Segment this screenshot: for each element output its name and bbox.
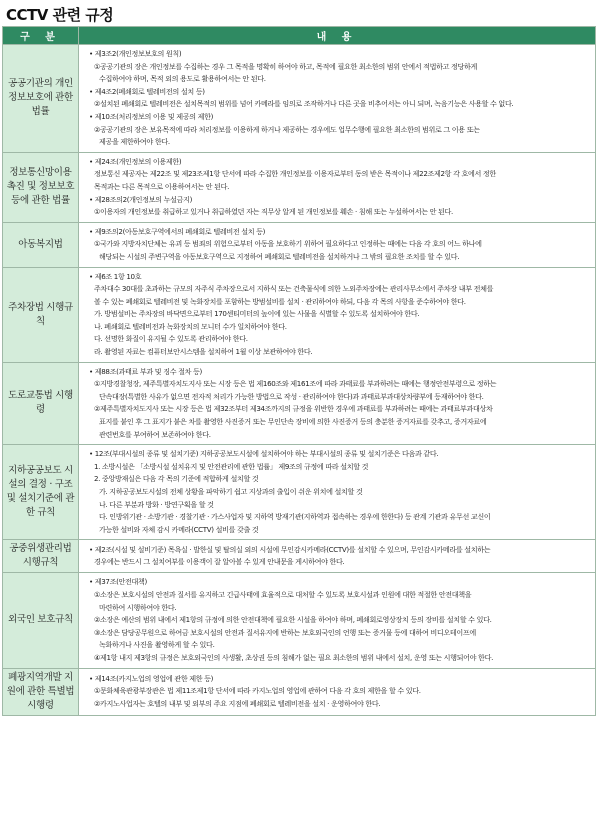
row-content xyxy=(79,152,596,222)
content-line: 단속대장(특별한 사유가 없으면 전자적 처리가 가능한 방법으로 작성 · 관리하여야 한다)과 과태료부과대상차량부에 등재하여야 한다. xyxy=(99,391,484,401)
content-line: • 제24조(개인정보의 이용제한) xyxy=(89,156,182,166)
table-row xyxy=(3,152,596,222)
row-content xyxy=(79,668,596,715)
content-line: ①이용자의 개인정보를 취급하고 있거나 취급하였던 자는 직무상 알게 된 개인정보를 훼손 · 침해 또는 누설하여서는 안 된다. xyxy=(94,207,453,217)
table-row xyxy=(3,362,596,445)
content-line: ①지방경찰청장, 제주특별자치도지사 또는 시장 등은 법 제160조와 제161조에 따라 과태료를 부과하려는 때에는 행정안전부령으로 정하는 xyxy=(94,379,497,389)
content-line: • 12조(부대시설의 종류 및 설치기준) 지하공공보도시설에 설치하여야 하는 부대시설의 종류 및 설치기준은 다음과 같다. xyxy=(89,449,439,459)
content-line: • 제28조의2(개인정보의 누설금지) xyxy=(89,194,192,204)
content-line: • 제14조(카지노업의 영업에 관한 제한 등) xyxy=(89,673,214,683)
row-category: 주차장법 시행규칙 xyxy=(3,267,79,362)
row-category: 아동복지법 xyxy=(3,222,79,267)
content-line: 1. 소방시설은 「소방시설 설치유지 및 안전관리에 관한 법률」 제9조의 규정에 따라 설치할 것 xyxy=(94,461,369,471)
content-line: ②카지노사업자는 호텔의 내부 및 외부의 주요 지점에 폐쇄회로 텔레비전을 설치 · 운영하여야 한다. xyxy=(94,698,381,708)
content-line: • 제4조2(폐쇄회로 텔레비전의 설치 등) xyxy=(89,86,205,96)
content-line: 녹화하거나 사진을 촬영하게 할 수 있다. xyxy=(99,640,215,650)
row-category: 공중위생관리법 시행규칙 xyxy=(3,540,79,573)
content-line: ①국가와 지방자치단체는 유괴 등 범죄의 위험으로부터 아동을 보호하기 위하여 필요하다고 인정하는 때에는 다음 각 호의 어느 하나에 xyxy=(94,239,482,249)
content-line: ①공공기관의 장은 개인정보를 수집하는 경우 그 목적을 명확히 하여야 하고, 목적에 필요한 최소한의 범위 안에서 적법하고 정당하게 xyxy=(94,61,478,71)
content-line: 마련하여 시행하여야 한다. xyxy=(99,602,177,612)
row-content xyxy=(79,540,596,573)
table-row xyxy=(3,45,596,153)
content-line: 다. 인방위기관 · 소방기관 · 경찰기관 · 가스사업자 및 지하역 방재기관(지하역과 접속하는 경우에 한한다) 등 관계 기관과 유무선 교신이 xyxy=(99,512,491,522)
content-line: 표지를 붙인 후 그 표지가 붙은 차를 촬영한 사진증거 또는 무인단속 장비에 의한 사진증거 등의 충분한 증거자료를 갖추고, 증거자료에 xyxy=(99,417,487,427)
content-line: 나. 다른 부분과 방화 · 방연구획을 할 것 xyxy=(99,499,214,509)
page-title: CCTV 관련 규정 xyxy=(6,6,114,24)
content-line: ①문화체육관광부장관은 법 제11조제1항 단서에 따라 카지노업의 영업에 관하여 다음 각 호의 제한을 할 수 있다. xyxy=(94,686,421,696)
table-row xyxy=(3,540,596,573)
content-line: 목적과는 다른 목적으로 이용하여서는 안 된다. xyxy=(94,181,229,191)
content-line: • 제6조 1항 10호 xyxy=(89,271,142,281)
row-content xyxy=(79,222,596,267)
content-line: ④제1항 내지 제3항의 규정은 보호외국인의 사생활, 초상권 등의 침해가 없는 필요 최소한의 범위 내에서 설치, 운영 또는 시행되어야 한다. xyxy=(94,652,493,662)
table-row xyxy=(3,222,596,267)
content-line: 가능한 설비와 자체 감시 카메라(CCTV) 설비를 갖출 것 xyxy=(99,524,259,534)
row-category: 정보통신망이용 촉진 및 정보보호 등에 관한 법률 xyxy=(3,152,79,222)
table-row xyxy=(3,573,596,668)
row-content xyxy=(79,445,596,540)
content-line: • 제3조2(개인정보보호의 원칙) xyxy=(89,49,182,58)
regulation-table xyxy=(2,26,596,716)
table-row xyxy=(3,267,596,362)
content-line: 볼 수 있는 폐쇄회로 텔레비전 및 녹화장치를 포함하는 방범설비를 설치 · 관리하여야 하되, 다음 각 목의 사항을 준수하여야 한다. xyxy=(94,296,466,306)
row-category: 도로교통법 시행령 xyxy=(3,362,79,445)
content-line: ②소장은 예산의 범위 내에서 제1항의 규정에 의한 안전대책에 필요한 시설을 하여야 하며, 폐쇄회로영상장치 등의 장비를 설치할 수 있다. xyxy=(94,615,492,625)
content-line: 해당되는 시설의 주변구역을 아동보호구역으로 지정하여 폐쇄회로 텔레비전을 설치하거나 그 밖의 필요한 조치를 할 수 있다. xyxy=(99,251,460,261)
content-line: 정보통신 제공자는 제22조 및 제23조제1항 단서에 따라 수집한 개인정보를 이용자로부터 동의 받은 목적이나 제22조제2항 각 호에서 정한 xyxy=(94,169,496,179)
content-line: 관련번호를 부여하여 보존하여야 한다. xyxy=(99,429,211,439)
content-line: 나. 폐쇄회로 텔레비전과 녹화장치의 모니터 수가 일치하여야 한다. xyxy=(94,321,287,331)
content-line: 다. 선명한 화질이 유지될 수 있도록 관리하여야 한다. xyxy=(94,334,248,344)
content-line: • 제9조의2(아동보호구역에서의 폐쇄회로 텔레비전 설치 등) xyxy=(89,226,266,236)
content-line: 2. 중앙방재실은 다음 각 목의 기준에 적합하게 설치할 것 xyxy=(94,474,259,484)
content-line: ②설치된 폐쇄회로 텔레비전은 설치목적의 범위를 넘어 카메라를 임의로 조작하거나 다른 곳을 비추어서는 아니 되며, 녹음기능은 사용할 수 없다. xyxy=(94,99,514,109)
row-category: 지하공공보도 시설의 결정 · 구조 및 설치기준에 관한 규칙 xyxy=(3,445,79,540)
row-content xyxy=(79,573,596,668)
header-category: 구 분 xyxy=(3,27,79,45)
content-line: 라. 촬영된 자료는 컴퓨터보안시스템을 설치하여 1월 이상 보관하여야 한다. xyxy=(94,347,313,357)
table-header-row xyxy=(3,27,596,45)
content-line: 가. 방범설비는 주차장의 바닥면으로부터 170센티미터의 높이에 있는 사물을 식별할 수 있도록 설치하여야 한다. xyxy=(94,309,420,319)
content-line: • 제10조(처리정보의 이용 및 제공의 제한) xyxy=(89,111,214,121)
row-category: 외국인 보호규칙 xyxy=(3,573,79,668)
content-line: ①소장은 보호시설의 안전과 질서를 유지하고 긴급사태에 효율적으로 대처할 수 있도록 보호시설과 인원에 대한 적절한 안전대책을 xyxy=(94,589,472,599)
row-content xyxy=(79,45,596,153)
content-line: • 제2조(시설 및 설비기준) 목욕실 · 발한실 및 탈의실 외의 시설에 무인감시카메라(CCTV)를 설치할 수 있으며, 무인감시카메라를 설치하는 xyxy=(89,544,491,554)
row-category: 폐광지역개발 지원에 관한 특별법 시행령 xyxy=(3,668,79,715)
content-line: • 제88조(과태료 부과 및 징수 절차 등) xyxy=(89,366,202,376)
table-row xyxy=(3,445,596,540)
content-line: ②제주특별자치도지사 또는 시장 등은 법 제32조부터 제34조까지의 규정을 위반한 경우에 과태료를 부과하려는 때에는 과태료부과대상차 xyxy=(94,404,493,414)
row-content xyxy=(79,362,596,445)
row-content xyxy=(79,267,596,362)
header-content: 내 용 xyxy=(79,27,596,45)
table-row xyxy=(3,668,596,715)
content-line: ②공공기관의 장은 보유목적에 따라 처리정보를 이용하게 하거나 제공하는 경우에도 업무수행에 필요한 최소한의 범위로 그 이용 또는 xyxy=(94,124,480,134)
content-line: 경우에는 반드시 그 설치여부를 이용객이 잘 알아볼 수 있게 안내문을 게시하여야 한다. xyxy=(94,557,345,567)
content-line: ③소장은 담당공무원으로 하여금 보호시설의 안전과 질서유지에 반하는 보호외국인의 언행 또는 증거물 등에 대하여 비디오테이프에 xyxy=(94,627,476,637)
content-line: 주차대수 30대를 초과하는 규모의 자주식 주차장으로서 지하식 또는 건축물식에 의한 노외주차장에는 관리사무소에서 주차장 내부 전체를 xyxy=(94,284,494,294)
content-line: 제공을 제한하여야 한다. xyxy=(99,137,170,147)
content-line: • 제37조(안전대책) xyxy=(89,577,147,587)
row-category: 공공기관의 개인정보보호에 관한 법률 xyxy=(3,45,79,153)
content-line: 수집하여야 하며, 목적 외의 용도로 활용하여서는 안 된다. xyxy=(99,74,266,84)
content-line: 가. 지하공공보도시설의 전체 상황을 파악하기 쉽고 지상과의 출입이 쉬운 위치에 설치할 것 xyxy=(99,487,363,496)
